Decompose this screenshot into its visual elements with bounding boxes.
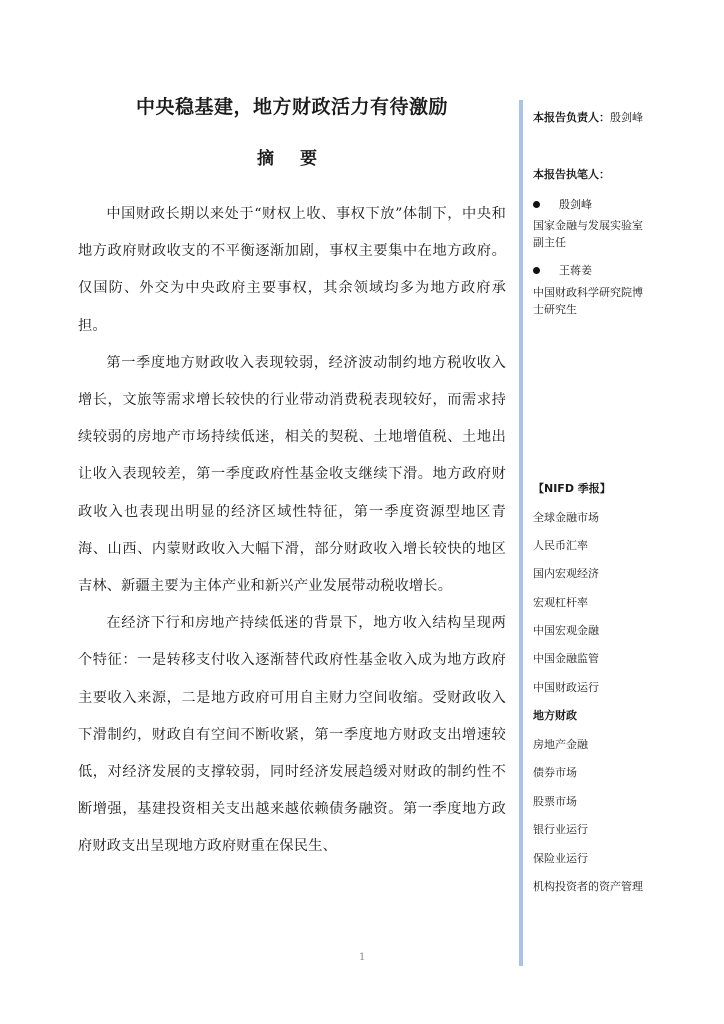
bullet-icon: [533, 267, 540, 274]
lead-label: 本报告负责人：: [533, 111, 610, 124]
nifd-header: 【NIFD 季报】: [533, 482, 611, 495]
nifd-item[interactable]: 宏观杠杆率: [533, 596, 588, 609]
abstract-body: [78, 196, 506, 866]
nifd-item[interactable]: 中国财政运行: [533, 681, 599, 694]
bullet-icon: [533, 201, 540, 208]
nifd-item[interactable]: 股票市场: [533, 795, 577, 808]
author-affiliation-2-line1: 中国财政科学研究院博: [533, 286, 643, 299]
author-affiliation-1-line2: 副主任: [533, 236, 566, 249]
author-name-1: 殷剑峰: [559, 198, 592, 211]
nifd-item[interactable]: 中国宏观金融: [533, 624, 599, 637]
lead-name: 殷剑峰: [610, 111, 643, 124]
author-affiliation-2-line2: 士研究生: [533, 303, 577, 316]
authors-label: 本报告执笔人：: [533, 168, 610, 181]
nifd-item[interactable]: 国内宏观经济: [533, 567, 599, 580]
nifd-item[interactable]: 中国金融监管: [533, 652, 599, 665]
report-title: 中央稳基建，地方财政活力有待激励: [135, 96, 448, 118]
author-affiliation-1-line1: 国家金融与发展实验室: [533, 219, 643, 232]
nifd-item-active[interactable]: 地方财政: [533, 709, 577, 722]
abstract-paragraph-2: 第一季度地方财政收入表现较弱，经济波动制约地方税收收入增长，文旅等需求增长较快的行业带动消费税表现较好，而需求持续较弱的房地产市场持续低迷，相关的契税、土地增值税、土地出让收入表现较差，第一季度政府性基金收支继续下滑。地方政府财政收入也表现出明显的经济区域性特征，第一季度资源型地区青海、山西、内蒙财政收入大幅下滑，部分财政收入增长较快的地区吉林、新疆主要为主体产业和新兴产业发展带动税收增长。: [78, 354, 506, 595]
report-lead: [533, 109, 643, 125]
nifd-item[interactable]: 房地产金融: [533, 738, 588, 751]
abstract-paragraph-3: 在经济下行和房地产持续低迷的背景下，地方收入结构呈现两个特征：一是转移支付收入逐渐替代政府性基金收入成为地方政府主要收入来源，二是地方政府可用自主财力空间收缩。受财政收入下滑制约，财政自有空间不断收紧，第一季度地方财政支出增速较低，对经济发展的支撑较弱，同时经济发展趋缓对财政的制约性不断增强，基建投资相关支出越来越依赖债务融资。第一季度地方政府财政支出呈现地方政府财重在保民生、: [78, 615, 506, 855]
page-number: 1: [359, 952, 366, 963]
nifd-item[interactable]: 债券市场: [533, 766, 577, 779]
abstract-paragraph-1: 中国财政长期以来处于“财权上收、事权下放”体制下，中央和地方政府财政收支的不平衡逐渐加剧，事权主要集中在地方政府。仅国防、外交为中央政府主要事权，其余领域均多为地方政府承担。: [78, 206, 506, 334]
nifd-item[interactable]: 机构投资者的资产管理: [533, 880, 643, 893]
abstract-heading: 摘 要: [257, 149, 327, 169]
main-content: [78, 92, 506, 855]
nifd-item[interactable]: 银行业运行: [533, 823, 588, 836]
nifd-item[interactable]: 全球金融市场: [533, 511, 599, 524]
author-name-2: 王蒋姜: [559, 264, 592, 277]
nifd-item[interactable]: 人民币汇率: [533, 539, 588, 552]
sidebar-divider: [519, 100, 523, 966]
nifd-item[interactable]: 保险业运行: [533, 852, 588, 865]
